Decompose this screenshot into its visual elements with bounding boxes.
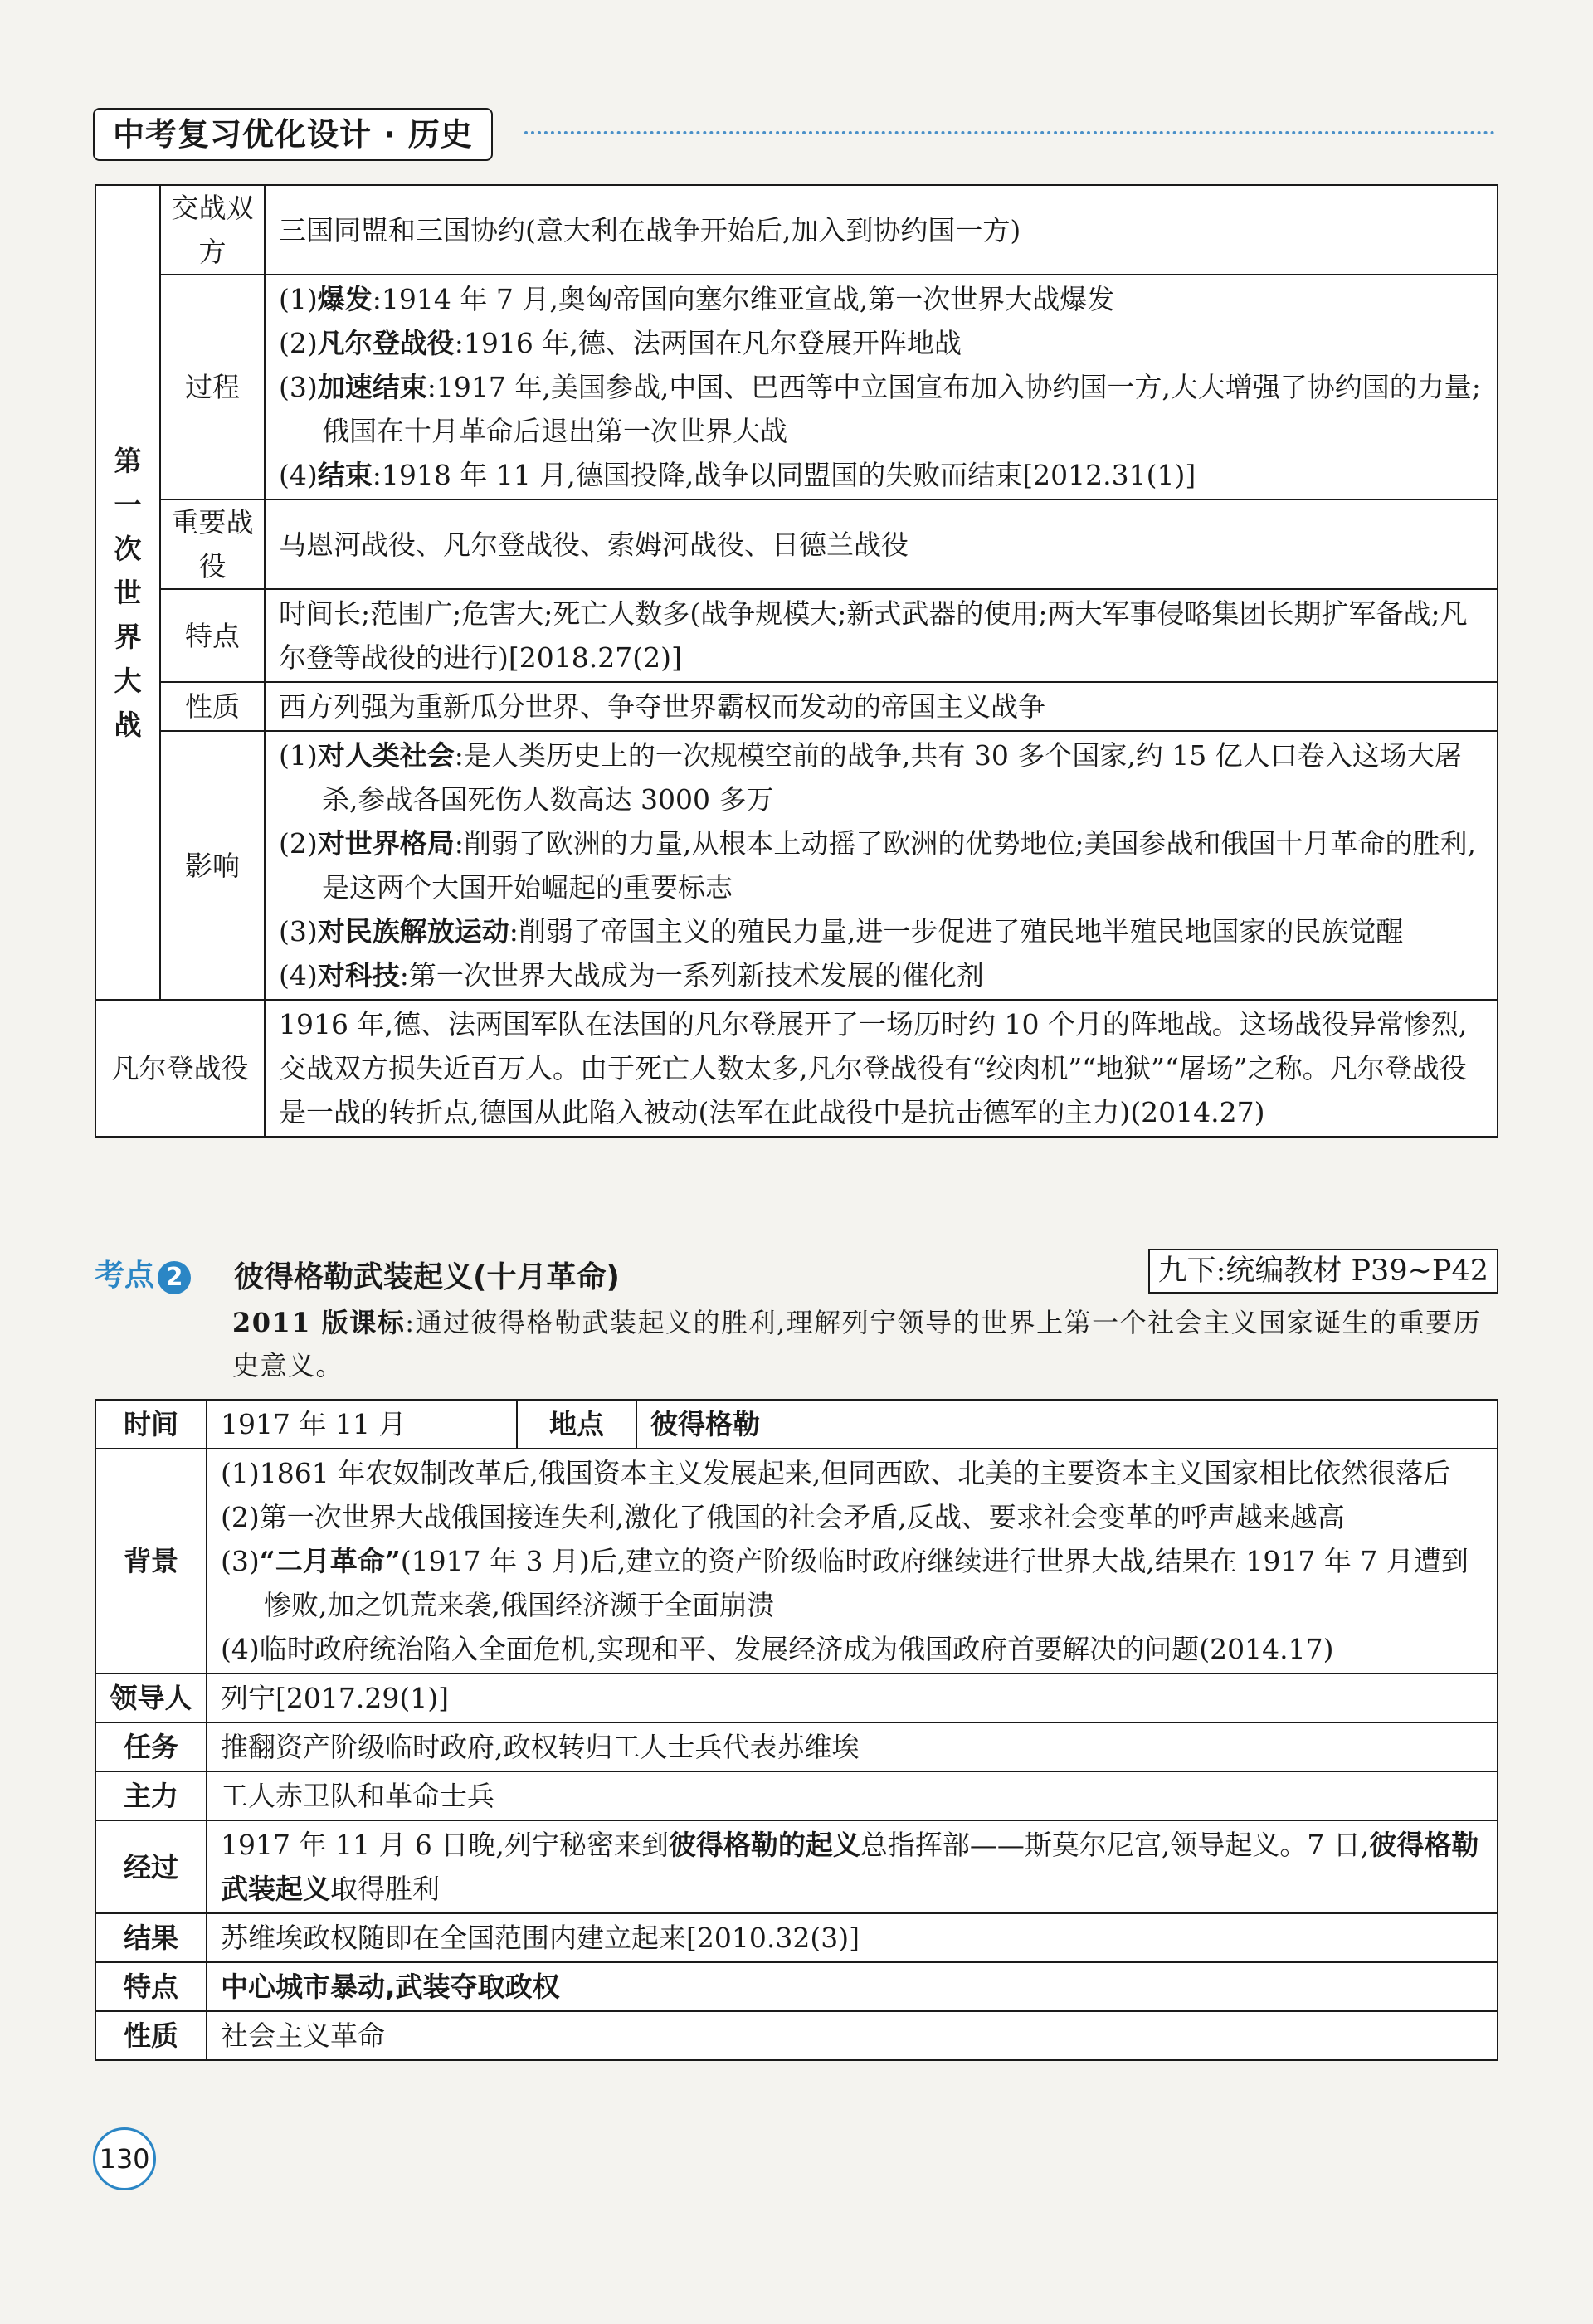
list-item: (3)对民族解放运动:削弱了帝国主义的殖民力量,进一步促进了殖民地半殖民地国家的民族觉醒 [279,915,1404,948]
table-row [95,1771,1498,1820]
table-row [95,1449,1498,1674]
row-label: 重要战役 [160,499,265,589]
row-label: 特点 [95,1962,207,2011]
list-item: (3)加速结束:1917 年,美国参战,中国、巴西等中立国宣布加入协约国一方,大大增强了协约国的力量;俄国在十月革命后退出第一次世界大战 [279,371,1481,447]
table-row [95,682,1498,731]
row-label: 特点 [160,589,265,682]
result-value: 苏维埃政权随即在全国范围内建立起来[2010.32(3)] [207,1913,1498,1962]
row-content: 马恩河战役、凡尔登战役、索姆河战役、日德兰战役 [265,499,1498,589]
textbook-reference: 九下:统编教材 P39~P42 [1148,1249,1498,1294]
table-row [95,1722,1498,1771]
kaodian-number-badge: 2 [158,1261,191,1294]
time-value: 1917 年 11 月 [207,1400,517,1449]
table-row [95,1400,1498,1449]
verdun-label: 凡尔登战役 [95,1000,265,1137]
table-row [95,499,1498,589]
list-item: (3)“二月革命”(1917 年 3 月)后,建立的资产阶级临时政府继续进行世界大战,结果在 1917 年 7 月遭到惨败,加之饥荒来袭,俄国经济濒于全面崩溃 [221,1545,1469,1621]
table-row [95,1000,1498,1137]
row-label: 结果 [95,1913,207,1962]
list-item: (2)第一次世界大战俄国接连失利,激化了俄国的社会矛盾,反战、要求社会变革的呼声越来越高 [221,1501,1345,1533]
table-row [95,185,1498,275]
force-value: 工人赤卫队和革命士兵 [207,1771,1498,1820]
row-label: 背景 [95,1449,207,1674]
page-number: 130 [93,2127,156,2190]
table-row [95,1962,1498,2011]
table-row [95,1913,1498,1962]
row-label: 过程 [160,275,265,499]
october-revolution-table [95,1399,1498,2061]
table-row [95,2011,1498,2060]
list-item: (4)结束:1918 年 11 月,德国投降,战争以同盟国的失败而结束[2012.31(1)] [279,459,1196,491]
list-item: (1)1861 年农奴制改革后,俄国资本主义发展起来,但同西欧、北美的主要资本主义国家相比依然很落后 [221,1457,1451,1489]
verdun-content: 1916 年,德、法两国军队在法国的凡尔登展开了一场历时约 10 个月的阵地战。这场战役异常惨烈,交战双方损失近百万人。由于死亡人数太多,凡尔登战役有“绞肉机”“地狱”“屠场”之称。凡尔登战役是一战的转折点,德国从此陷入被动(法军在此战役中是抗击德军的主力)(2014.27) [265,1000,1498,1137]
wwi-label: 第 一 次 世 界 大 战 [95,185,160,1000]
row-content: 时间长;范围广;危害大;死亡人数多(战争规模大;新式武器的使用;两大军事侵略集团长期扩军备战;凡尔登等战役的进行)[2018.27(2)] [265,589,1498,682]
place-value: 彼得格勒 [636,1400,1498,1449]
row-content [265,731,1498,1000]
row-content [265,275,1498,499]
table-row [95,275,1498,499]
row-label: 任务 [95,1722,207,1771]
nature-value: 社会主义革命 [207,2011,1498,2060]
book-title: 中考复习优化设计 · 历史 [93,108,493,161]
list-item: (2)凡尔登战役:1916 年,德、法两国在凡尔登展开阵地战 [279,327,962,359]
list-item: (4)对科技:第一次世界大战成为一系列新技术发展的催化剂 [279,959,984,991]
row-label: 地点 [517,1400,636,1449]
table-row [95,731,1498,1000]
row-label: 时间 [95,1400,207,1449]
list-item: (1)爆发:1914 年 7 月,奥匈帝国向塞尔维亚宣战,第一次世界大战爆发 [279,283,1115,315]
task-value: 推翻资产阶级临时政府,政权转归工人士兵代表苏维埃 [207,1722,1498,1771]
feature-value: 中心城市暴动,武装夺取政权 [207,1962,1498,2011]
list-item: (2)对世界格局:削弱了欧洲的力量,从根本上动摇了欧洲的优势地位;美国参战和俄国十月革命的胜利,是这两个大国开始崛起的重要标志 [279,827,1476,904]
wwi-table [95,184,1498,1138]
header-dotted-rule [524,131,1495,134]
table-row [95,1820,1498,1913]
row-label: 性质 [160,682,265,731]
kaodian-tag: 考点 2 [95,1252,191,1294]
row-content: 三国同盟和三国协约(意大利在战争开始后,加入到协约国一方) [265,185,1498,275]
table-row [95,1674,1498,1722]
row-label: 主力 [95,1771,207,1820]
leader-value: 列宁[2017.29(1)] [207,1674,1498,1722]
row-label: 交战双方 [160,185,265,275]
curriculum-standard: 2011 版课标:通过彼得格勒武装起义的胜利,理解列宁领导的世界上第一个社会主义国家诞生的重要历史意义。 [232,1307,1482,1381]
row-content: 西方列强为重新瓜分世界、争夺世界霸权而发动的帝国主义战争 [265,682,1498,731]
kaodian-title: 彼得格勒武装起义(十月革命) [234,1260,620,1294]
row-label: 影响 [160,731,265,1000]
process-content: 1917 年 11 月 6 日晚,列宁秘密来到彼得格勒的起义总指挥部——斯莫尔尼宫,领导起义。7 日,彼得格勒武装起义取得胜利 [207,1820,1498,1913]
list-item: (4)临时政府统治陷入全面危机,实现和平、发展经济成为俄国政府首要解决的问题(2014.17) [221,1633,1334,1665]
row-label: 性质 [95,2011,207,2060]
table-row [95,589,1498,682]
row-label: 领导人 [95,1674,207,1722]
list-item: (1)对人类社会:是人类历史上的一次规模空前的战争,共有 30 多个国家,约 15 亿人口卷入这场大屠杀,参战各国死伤人数高达 3000 多万 [279,739,1462,816]
row-label: 经过 [95,1820,207,1913]
page-header [93,108,1495,161]
background-content [207,1449,1498,1674]
kaodian-heading [95,1249,1498,1295]
